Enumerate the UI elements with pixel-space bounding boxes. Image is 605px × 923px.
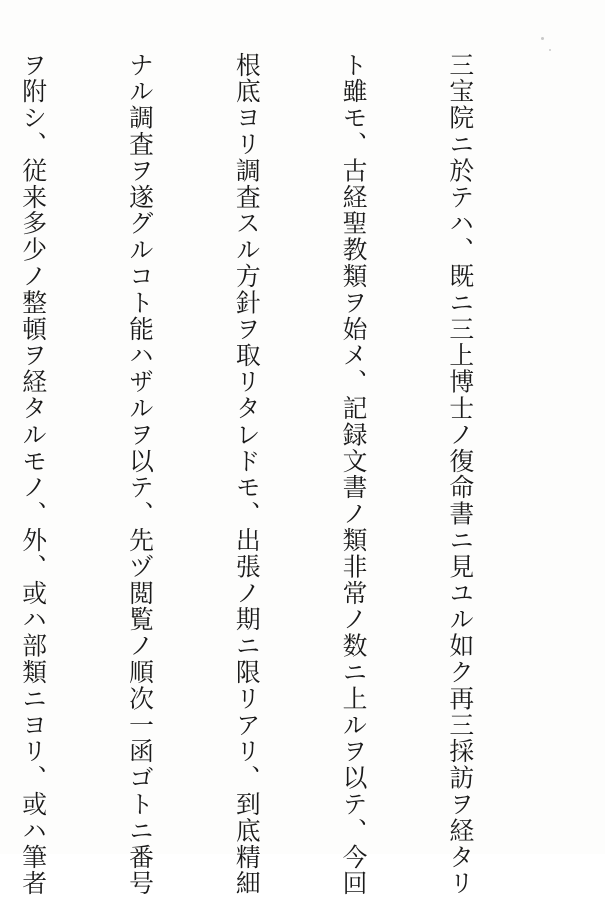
text-line: 根底ヨリ調査スル方針ヲ取リタレドモ、出張ノ期ニ限リアリ、到底精細 [232,52,262,897]
text-line: ヲ附シ、従来多少ノ整頓ヲ経タルモノ、外、或ハ部類ニヨリ、或ハ筆者 [18,52,48,897]
text-line: 三宝院ニ於テハ、既ニ三上博士ノ復命書ニ見ユル如ク再三採訪ヲ経タリ [445,52,475,897]
text-line: ト雖モ、古経聖教類ヲ始メ、記録文書ノ類非常ノ数ニ上ルヲ以テ、今回 [339,52,369,897]
paper-speck [541,37,544,40]
vertical-text-body [0,52,549,897]
paper-speck [549,49,551,51]
text-line: ナル調査ヲ遂グルコト能ハザルヲ以テ、先ヅ閲覧ノ順次一函ゴトニ番号 [125,52,155,897]
